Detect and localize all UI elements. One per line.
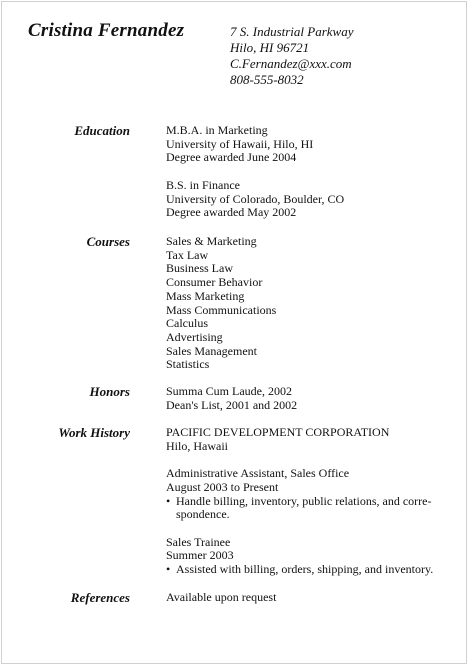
contact-block: [230, 24, 354, 88]
course-item: Calculus: [166, 316, 208, 331]
section-label-honors: Honors: [89, 384, 130, 399]
address-line-2: Hilo, HI 96721: [230, 40, 310, 55]
job-2-title: Sales Trainee: [166, 534, 231, 549]
course-item: Mass Marketing: [166, 288, 245, 303]
degree-2-school: University of Colorado, Boulder, CO: [166, 191, 345, 206]
phone-number: 808-555-8032: [230, 72, 304, 87]
degree-1-title: M.B.A. in Marketing: [166, 123, 268, 137]
degree-2-title: B.S. in Finance: [166, 177, 240, 192]
course-item: Business Law: [166, 261, 233, 276]
candidate-name: Cristina Fernandez: [28, 20, 185, 41]
address-line-1: 7 S. Industrial Parkway: [230, 24, 354, 39]
job-1-duty-text: Handle billing, inventory, public relations, and corre-spondence.: [176, 493, 432, 522]
section-label-courses: Courses: [86, 234, 130, 249]
courses-content: [166, 235, 446, 372]
email-address: C.Fernandez@xxx.com: [230, 56, 352, 71]
honor-item: Dean's List, 2001 and 2002: [166, 397, 298, 412]
honors-content: [166, 385, 446, 412]
degree-1-date: Degree awarded June 2004: [166, 150, 297, 165]
job-1-title: Administrative Assistant, Sales Office: [166, 466, 350, 481]
references-text: Available upon request: [166, 590, 277, 604]
work-history-content: [166, 426, 446, 577]
bullet-icon: •: [166, 493, 171, 508]
job-1-duty: [166, 495, 446, 522]
education-content: [166, 124, 446, 220]
job-2-duty-text: Assisted with billing, orders, shipping, and inventory.: [176, 562, 434, 576]
course-item: Tax Law: [166, 247, 209, 262]
course-item: Statistics: [166, 357, 210, 372]
job-2-dates: Summer 2003: [166, 548, 234, 563]
job-1-dates: August 2003 to Present: [166, 479, 279, 494]
course-item: Mass Communications: [166, 302, 277, 317]
honor-item: Summa Cum Laude, 2002: [166, 384, 292, 398]
course-item: Sales Management: [166, 343, 257, 358]
section-label-references: References: [70, 590, 130, 605]
degree-1-school: University of Hawaii, Hilo, HI: [166, 136, 314, 151]
employer-location: Hilo, Hawaii: [166, 438, 228, 453]
employer-name: PACIFIC DEVELOPMENT CORPORATION: [166, 425, 390, 439]
course-item: Consumer Behavior: [166, 275, 263, 290]
section-label-work-history: Work History: [58, 425, 130, 440]
bullet-icon: •: [166, 562, 171, 576]
resume-page: [1, 1, 467, 664]
section-label-education: Education: [74, 123, 130, 138]
degree-2-date: Degree awarded May 2002: [166, 205, 297, 220]
course-item: Sales & Marketing: [166, 234, 257, 248]
course-item: Advertising: [166, 329, 223, 344]
references-content: [166, 591, 446, 605]
job-2-duty: [166, 563, 446, 577]
